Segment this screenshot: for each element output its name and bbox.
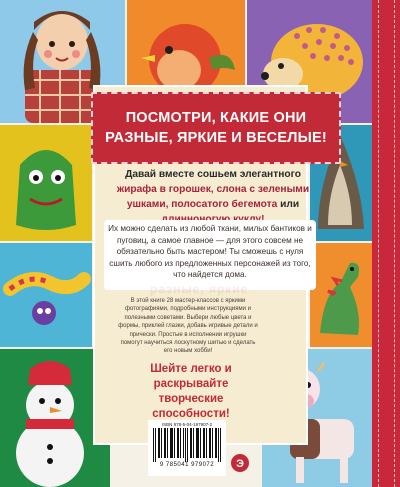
closing-tagline: Шейте легко и раскрывайте творческие способности!: [150, 363, 232, 420]
intro-part: или: [277, 199, 300, 210]
body-text: Их можно сделать из любой ткани, милых бантиков и пуговиц, а самое главное — для этого совсем не обязательно быть мастером! Ты сможешь с нуля сшить любого из предложенных персонажей из того, что найдется дома.: [108, 224, 312, 280]
spine-band: [372, 0, 400, 487]
details-text: В этой книге 28 мастер-классов с яркими фотографиями, подробными инструкциями и полезными советами. Выбери любые цвета и формы, приклей глазки, добавь игривые детали и прически. Простые в исполнении игрушки помогут научиться лоскутному шитью и сделать его новым хобби!: [118, 298, 258, 355]
isbn-text: ISBN 978-5-04-197907-2: [161, 422, 213, 427]
spine-stitch: [394, 0, 395, 487]
dinosaur-photo: [310, 243, 372, 347]
intro-highlight: жирафа в горошек, слона с зелеными ушками, полосатого бегемота: [116, 184, 310, 210]
barcode-number: 9 785041 979072: [159, 462, 215, 468]
barcode-box: [148, 420, 226, 476]
caterpillar-photo: [0, 243, 92, 347]
headline: ПОСМОТРИ, КАКИЕ ОНИ РАЗНЫЕ, ЯРКИЕ И ВЕСЕЛЫЕ!: [105, 110, 327, 146]
publisher-mark: Э: [236, 458, 244, 470]
spine-stitch: [378, 0, 379, 487]
watermark-text: разные, яркие: [150, 282, 249, 296]
barcode-icon: [152, 428, 222, 462]
intro-part: Давай вместе сошьем элегантного: [125, 169, 301, 180]
headline-banner: [91, 92, 341, 164]
green-monster-photo: [0, 125, 92, 241]
intro-text: [108, 167, 318, 227]
publisher-logo: [230, 453, 250, 473]
